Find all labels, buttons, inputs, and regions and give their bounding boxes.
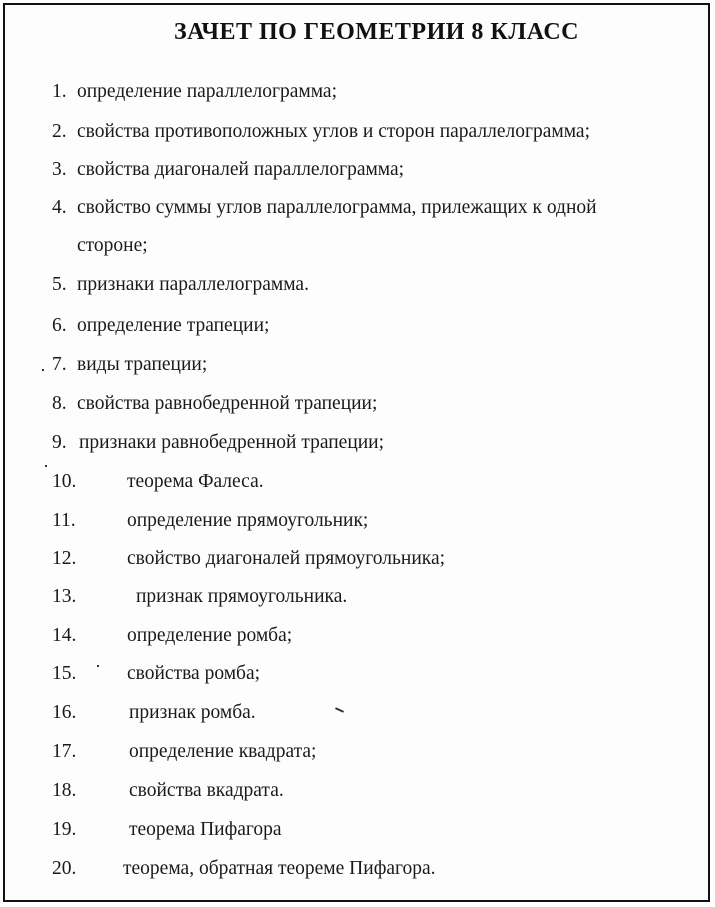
item-text: свойства диагоналей параллелограмма; bbox=[77, 159, 405, 180]
item-number: 2. bbox=[52, 121, 67, 142]
item-number: 5. bbox=[52, 274, 67, 295]
item-text: определение прямоугольник; bbox=[127, 510, 369, 531]
item-number: 11. bbox=[52, 510, 76, 531]
item-number: 14. bbox=[52, 625, 77, 646]
item-number: 10. bbox=[52, 471, 77, 492]
item-text: определение ромба; bbox=[127, 625, 293, 646]
item-text: определение квадрата; bbox=[129, 741, 317, 762]
scan-speck bbox=[42, 369, 44, 371]
item-text: признаки параллелограмма. bbox=[77, 274, 309, 295]
item-text: свойство суммы углов параллелограмма, прилежащих к одной bbox=[77, 197, 597, 218]
item-number: 18. bbox=[52, 780, 77, 801]
item-text: свойства ромба; bbox=[127, 663, 261, 684]
item-number: 3. bbox=[52, 159, 67, 180]
item-number: 4. bbox=[52, 197, 67, 218]
item-text: свойства противоположных углов и сторон параллелограмма; bbox=[77, 121, 590, 142]
item-text: свойства равнобедренной трапеции; bbox=[77, 393, 378, 414]
item-number: 15. bbox=[52, 663, 77, 684]
item-number: 7. bbox=[52, 354, 67, 375]
item-text: теорема, обратная теореме Пифагора. bbox=[123, 858, 436, 879]
item-number: 8. bbox=[52, 393, 67, 414]
item-text: теорема Пифагора bbox=[129, 819, 282, 840]
item-text: виды трапеции; bbox=[77, 354, 208, 375]
item-number: 17. bbox=[52, 741, 77, 762]
item-text: определение трапеции; bbox=[77, 315, 270, 336]
item-text: признаки равнобедренной трапеции; bbox=[79, 432, 385, 453]
item-text: теорема Фалеса. bbox=[127, 471, 264, 492]
item-number: 13. bbox=[52, 586, 77, 607]
item-number: 9. bbox=[52, 432, 67, 453]
item-text-continuation: стороне; bbox=[77, 235, 148, 256]
item-text: признак ромба. bbox=[129, 702, 256, 723]
scan-speck bbox=[97, 665, 99, 667]
document-page bbox=[3, 3, 710, 902]
page-title: ЗАЧЕТ ПО ГЕОМЕТРИИ 8 КЛАСС bbox=[173, 19, 579, 45]
item-text: свойства вкадрата. bbox=[129, 780, 284, 801]
item-number: 12. bbox=[52, 548, 77, 569]
scan-speck bbox=[45, 465, 47, 467]
item-text: признак прямоугольника. bbox=[136, 586, 348, 607]
item-number: 16. bbox=[52, 702, 77, 723]
item-number: 1. bbox=[52, 81, 67, 102]
scan-speck bbox=[335, 707, 344, 713]
item-text: свойство диагоналей прямоугольника; bbox=[127, 548, 446, 569]
item-number: 19. bbox=[52, 819, 77, 840]
item-number: 6. bbox=[52, 315, 67, 336]
item-number: 20. bbox=[52, 858, 77, 879]
item-text: определение параллелограмма; bbox=[77, 81, 337, 102]
